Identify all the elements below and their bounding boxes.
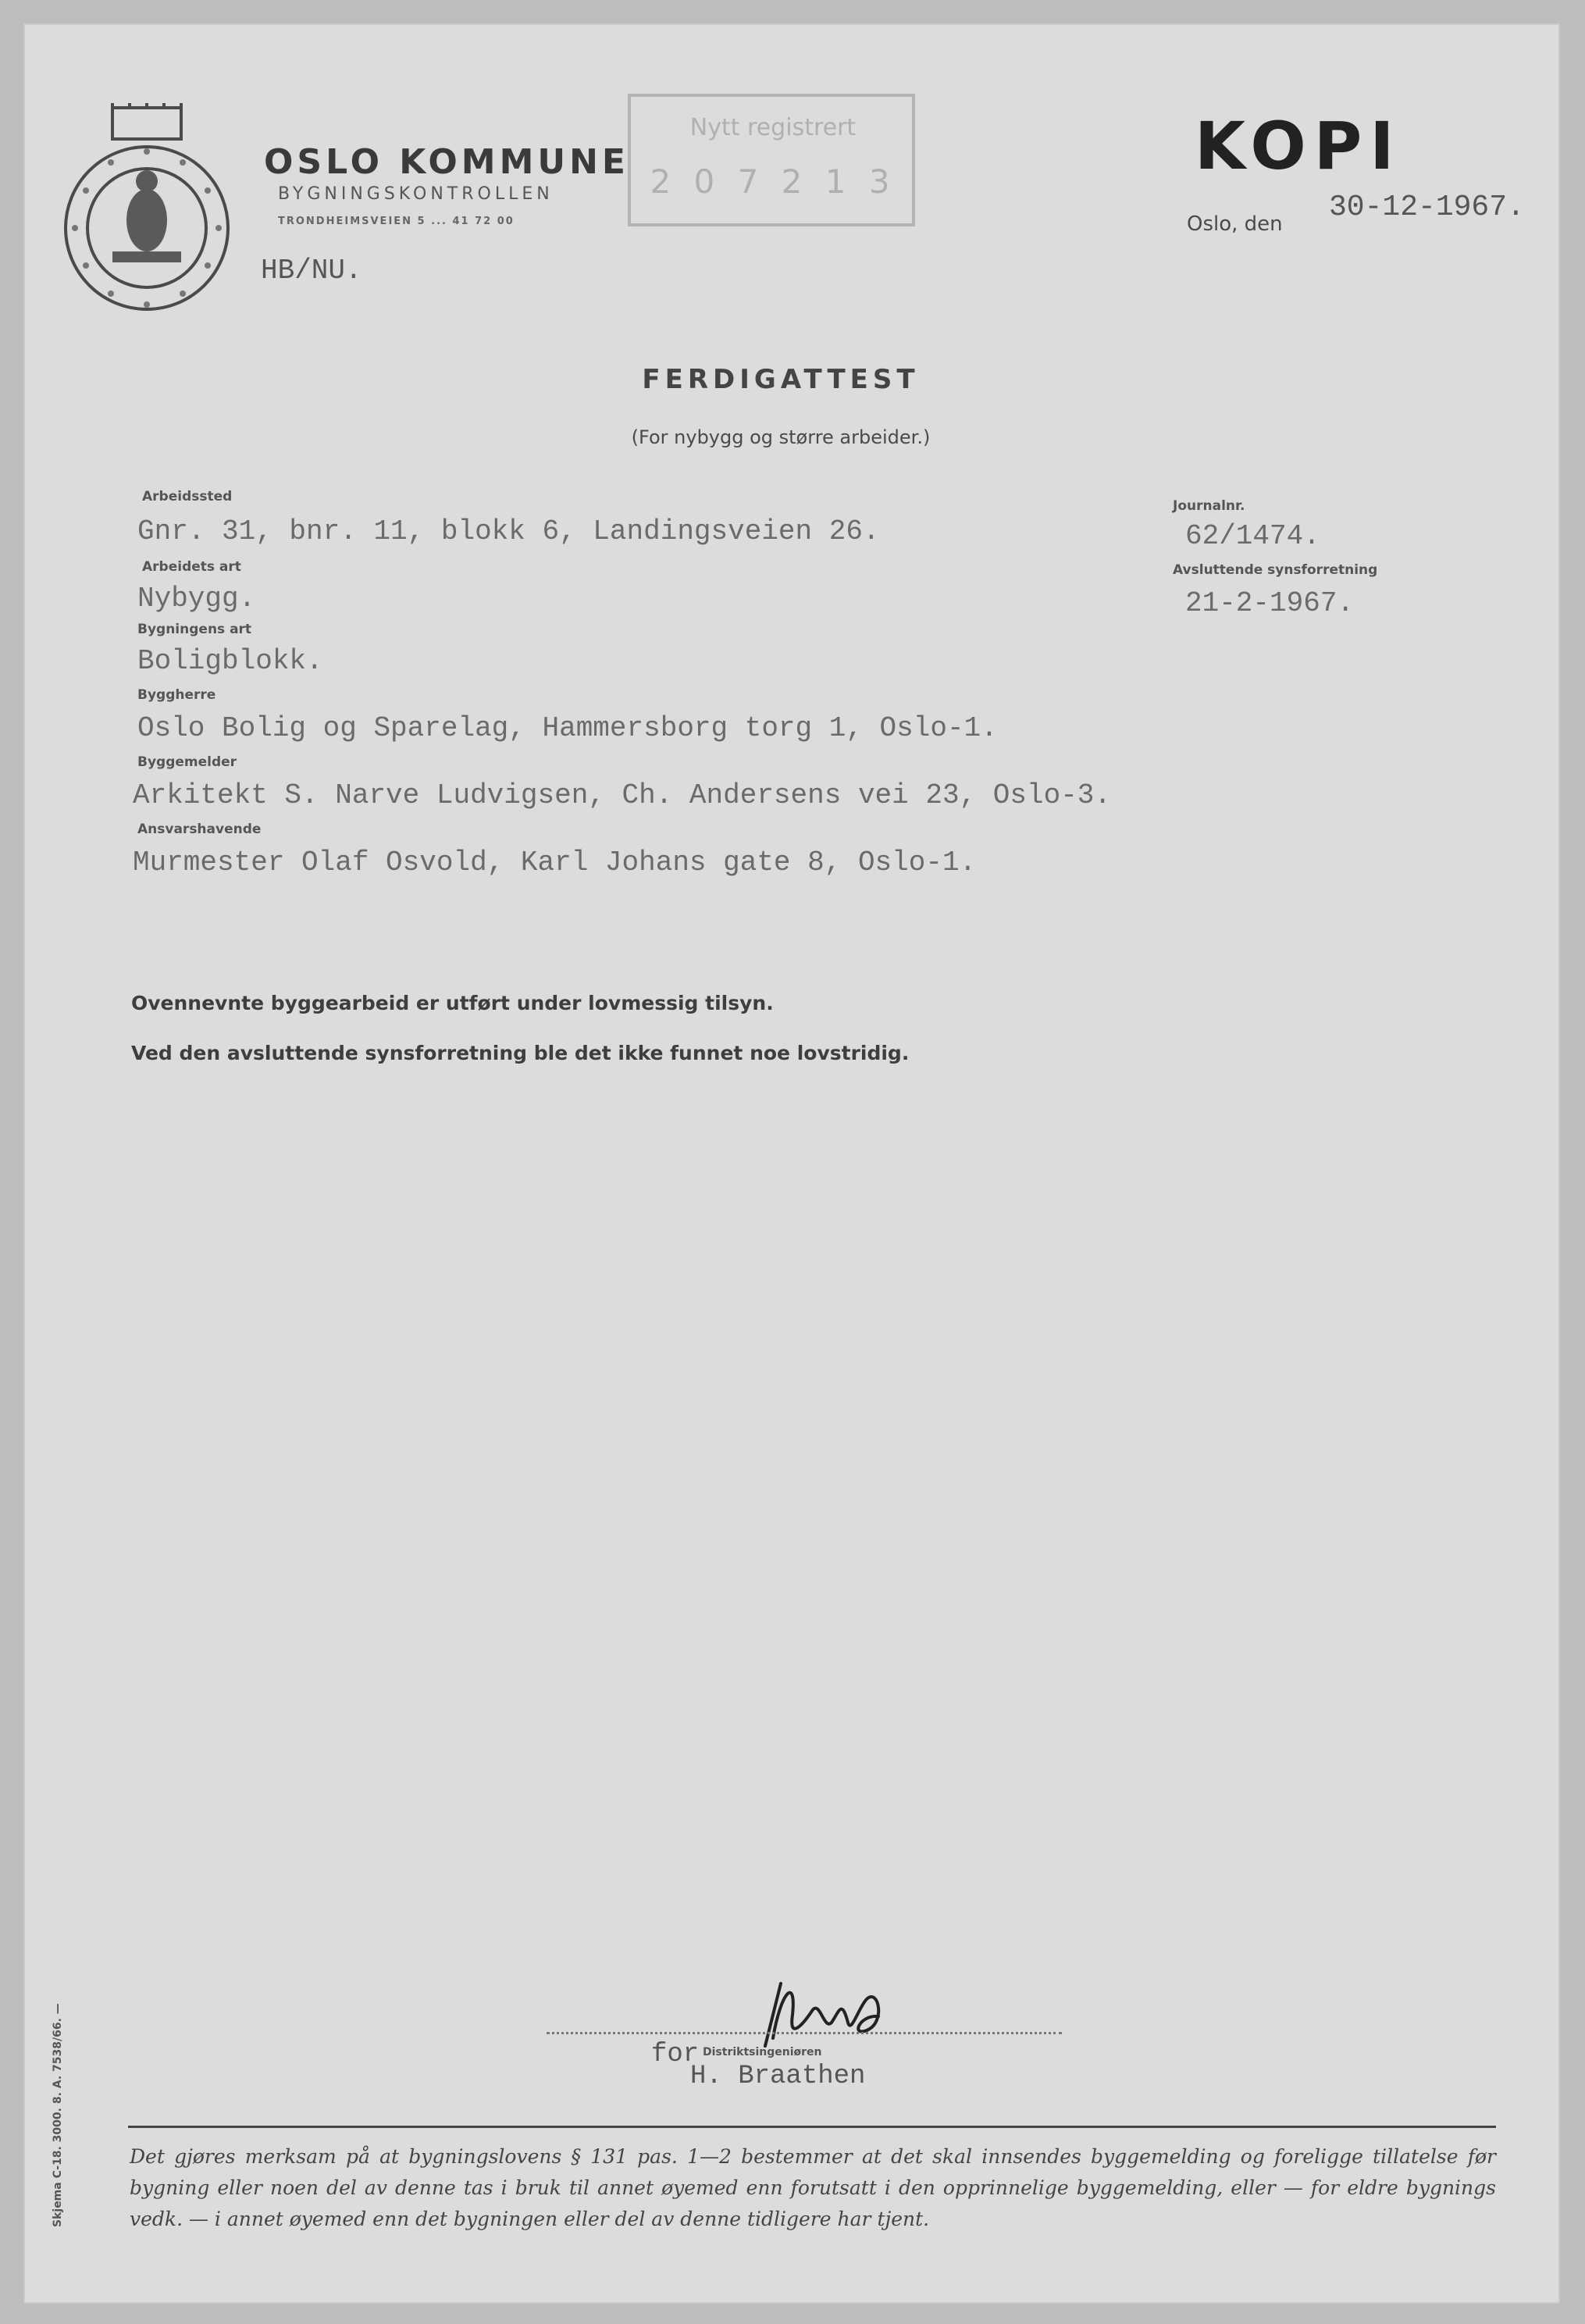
body-line-2: Ved den avsluttende synsforretning ble det ikke funnet noe lovstridig. [131,1042,910,1064]
department-name: BYGNINGSKONTROLLEN [278,184,554,204]
copy-mark: KOPI [1195,108,1402,184]
signature-name: H. Braathen [690,2062,866,2091]
bygningens-art-value: Boligblokk. [137,645,323,677]
arbeidssted-label: Arbeidssted [142,489,233,504]
reference-initials: HB/NU. [261,255,362,287]
signature-line [547,2032,1062,2034]
body-line-1: Ovennevnte byggearbeid er utført under lovmessig tilsyn. [131,992,774,1014]
oslo-seal-emblem [58,103,236,312]
stamp-date: 2 0 7 2 1 3 [650,162,896,201]
place-label: Oslo, den [1187,212,1283,236]
stamp-label: Nytt registrert [689,114,857,141]
byggherre-value: Oslo Bolig og Sparelag, Hammersborg torg 1, Oslo-1. [137,712,998,744]
document-title: FERDIGATTEST [642,364,920,395]
ansvarshavende-label: Ansvarshavende [137,822,262,837]
byggemelder-value: Arkitekt S. Narve Ludvigsen, Ch. Andersens vei 23, Oslo-3. [133,779,1112,811]
signature-title: Distriktsingeniøren [703,2046,822,2058]
form-code: Skjema C-18. 3000. 8. A. 7538/66. — [52,2003,64,2227]
avsluttende-synsforretning-value: 21-2-1967. [1185,587,1355,619]
footer-rule [128,2126,1496,2128]
footer-notice: Det gjøres merksam på at bygningslovens § 131 pas. 1—2 bestemmer at det skal innsendes byggemelding og foreligge tillatelse før bygning eller noen del av denne tas i bruk til annet øyemed enn forutsatt i den opprinnelige byggemelding, eller — for eldre bygnings vedk. — i annet øyemed enn det bygningen eller del av denne tidligere har tjent. [130,2145,1496,2230]
document-date: 30-12-1967. [1329,191,1525,224]
signature-for: for [651,2040,700,2069]
byggemelder-label: Byggemelder [137,754,237,770]
journalnr-label: Journalnr. [1173,498,1245,514]
arbeidets-art-value: Nybygg. [137,583,256,615]
avsluttende-synsforretning-label: Avsluttende synsforretning [1173,562,1378,578]
bygningens-art-label: Bygningens art [137,622,252,637]
ansvarshavende-value: Murmester Olaf Osvold, Karl Johans gate 8, Oslo-1. [133,847,977,879]
organization-name: OSLO KOMMUNE [264,142,629,182]
organization-address: TRONDHEIMSVEIEN 5 ... 41 72 00 [278,216,515,227]
arbeidets-art-label: Arbeidets art [142,559,241,575]
byggherre-label: Byggherre [137,687,216,703]
document-subtitle: (For nybygg og større arbeider.) [631,426,931,448]
arbeidssted-value: Gnr. 31, bnr. 11, blokk 6, Landingsveien 26. [137,515,880,547]
journalnr-value: 62/1474. [1185,520,1320,552]
